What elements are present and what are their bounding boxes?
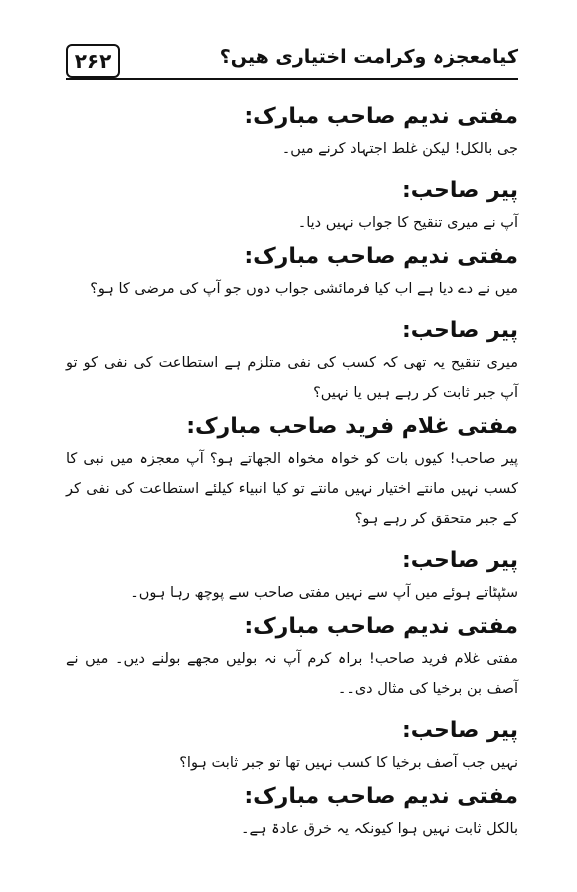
page-header: [66, 44, 518, 84]
speaker-name: پیر صاحب:: [401, 178, 518, 203]
speech-text: میری تنقیح یہ تھی کہ کسب کی نفی متلزم ہے استطاعت کی نفی کو تو آپ جبر ثابت کر رہے ہیں یا نہیں؟: [66, 355, 518, 401]
dialogue-block: [66, 410, 518, 534]
running-title: کیامعجزہ وکرامت اختیاری ھیں؟: [219, 46, 518, 68]
speaker-name: مفتی غلام فرید صاحب مبارک:: [186, 414, 518, 439]
speaker-name: پیر صاحب:: [401, 718, 518, 743]
header-rule: [66, 78, 518, 80]
dialogue-block: [66, 714, 518, 778]
speech-text: آپ نے میری تنقیح کا جواب نہیں دیا۔: [297, 215, 518, 231]
dialogue-content: [66, 100, 518, 844]
dialogue-block: [66, 544, 518, 608]
speaker-name: پیر صاحب:: [401, 318, 518, 343]
speaker-name: مفتی ندیم صاحب مبارک:: [244, 104, 518, 129]
dialogue-block: [66, 610, 518, 704]
speech-text: نہیں جب آصف برخیا کا کسب نہیں تھا تو جبر ثابت ہوا؟: [179, 755, 518, 771]
speaker-name: مفتی ندیم صاحب مبارک:: [244, 784, 518, 809]
speech-text: میں نے دے دیا ہے اب کیا فرمائشی جواب دوں جو آپ کی مرضی کا ہو؟: [90, 281, 518, 297]
speaker-name: مفتی ندیم صاحب مبارک:: [244, 244, 518, 269]
dialogue-block: [66, 314, 518, 408]
speech-text: پیر صاحب! کیوں بات کو خواہ مخواہ الجھاتے ہو؟ آپ معجزہ میں نبی کا کسب نہیں مانتے اختیار نہیں مانتے تو کیا انبیاء کیلئے استطاعت کی نفی کر کے جبر متحقق کر رہے ہو؟: [66, 451, 518, 527]
dialogue-block: [66, 100, 518, 164]
dialogue-block: [66, 780, 518, 844]
speaker-name: پیر صاحب:: [401, 548, 518, 573]
page-number: ۲۶۲: [66, 44, 120, 78]
speech-text: سٹپٹاتے ہوئے میں آپ سے نہیں مفتی صاحب سے پوچھ رہا ہوں۔: [130, 585, 518, 601]
speaker-name: مفتی ندیم صاحب مبارک:: [244, 614, 518, 639]
speech-text: مفتی غلام فرید صاحب! براہ کرم آپ نہ بولیں مجھے بولنے دیں۔ میں نے آصف بن برخیا کی مثال دی۔۔: [66, 651, 518, 697]
dialogue-block: [66, 174, 518, 238]
speech-text: جی بالکل! لیکن غلط اجتہاد کرنے میں۔: [281, 141, 518, 157]
dialogue-block: [66, 240, 518, 304]
speech-text: بالکل ثابت نہیں ہوا کیونکہ یہ خرق عادۃ ہے۔: [241, 821, 518, 837]
